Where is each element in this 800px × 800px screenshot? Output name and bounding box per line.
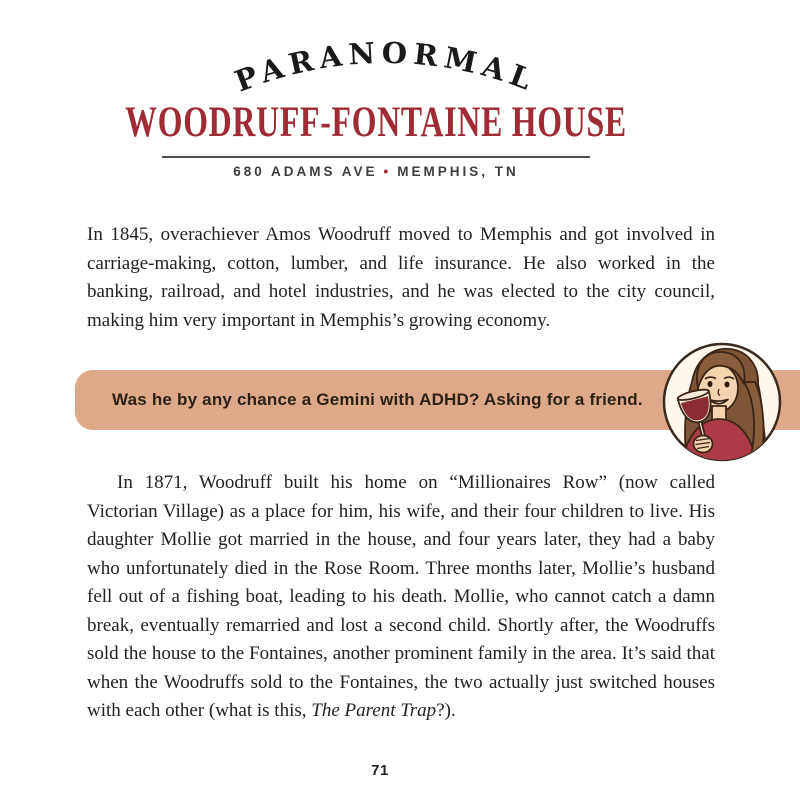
- header-divider: [162, 156, 590, 158]
- woman-wine-glass-icon: [658, 338, 786, 466]
- page-title-wrap: [0, 100, 752, 146]
- callout-text: Was he by any chance a Gemini with ADHD? Asking for a friend.: [112, 390, 643, 409]
- address-city: MEMPHIS, TN: [397, 164, 519, 179]
- narrator-avatar: [658, 338, 786, 466]
- paragraph-amos-woodruff: In 1845, overachiever Amos Woodruff moved to Memphis and got involved in carriage-making, cotton, lumber, and life insurance. He also worked in the banking, railroad, and hotel industries, and he was elected to the city council, making him very important in Memphis’s growing economy.: [87, 224, 715, 331]
- page-title: WOODRUFF-FONTAINE HOUSE: [125, 99, 627, 146]
- section-category-arc: [226, 25, 546, 105]
- paragraph2-text: In 1871, Woodruff built his home on “Millionaires Row” (now called Victorian Village) as a place for him, his wife, and their four children to live. His daughter Mollie got married in the house, and four years later, they had a baby who unfortunately died in the Rose Room. Three months later, Mollie’s husband fell out of a fishing boat, leading to his death. Mollie, who cannot catch a damn break, eventually remarried and lost a second child. Shortly after, the Woodruffs sold the house to the Fontaines, another prominent family in the area. It’s said that when the Woodruffs sold to the Fontaines, the two actually just switched houses with each other (what is this,: [87, 472, 715, 721]
- address-street: 680 ADAMS AVE: [233, 164, 378, 179]
- paragraph2-text-end: ?).: [436, 700, 456, 721]
- paragraph-1871-house: [87, 469, 715, 726]
- category-arc-text: PARANORMAL: [230, 35, 542, 99]
- address-bullet-separator: •: [383, 164, 392, 179]
- address-line: [0, 164, 752, 179]
- page-number: 71: [371, 762, 389, 779]
- paragraph2-italic-movie-title: The Parent Trap: [311, 700, 437, 721]
- svg-text:PARANORMAL: [230, 36, 542, 99]
